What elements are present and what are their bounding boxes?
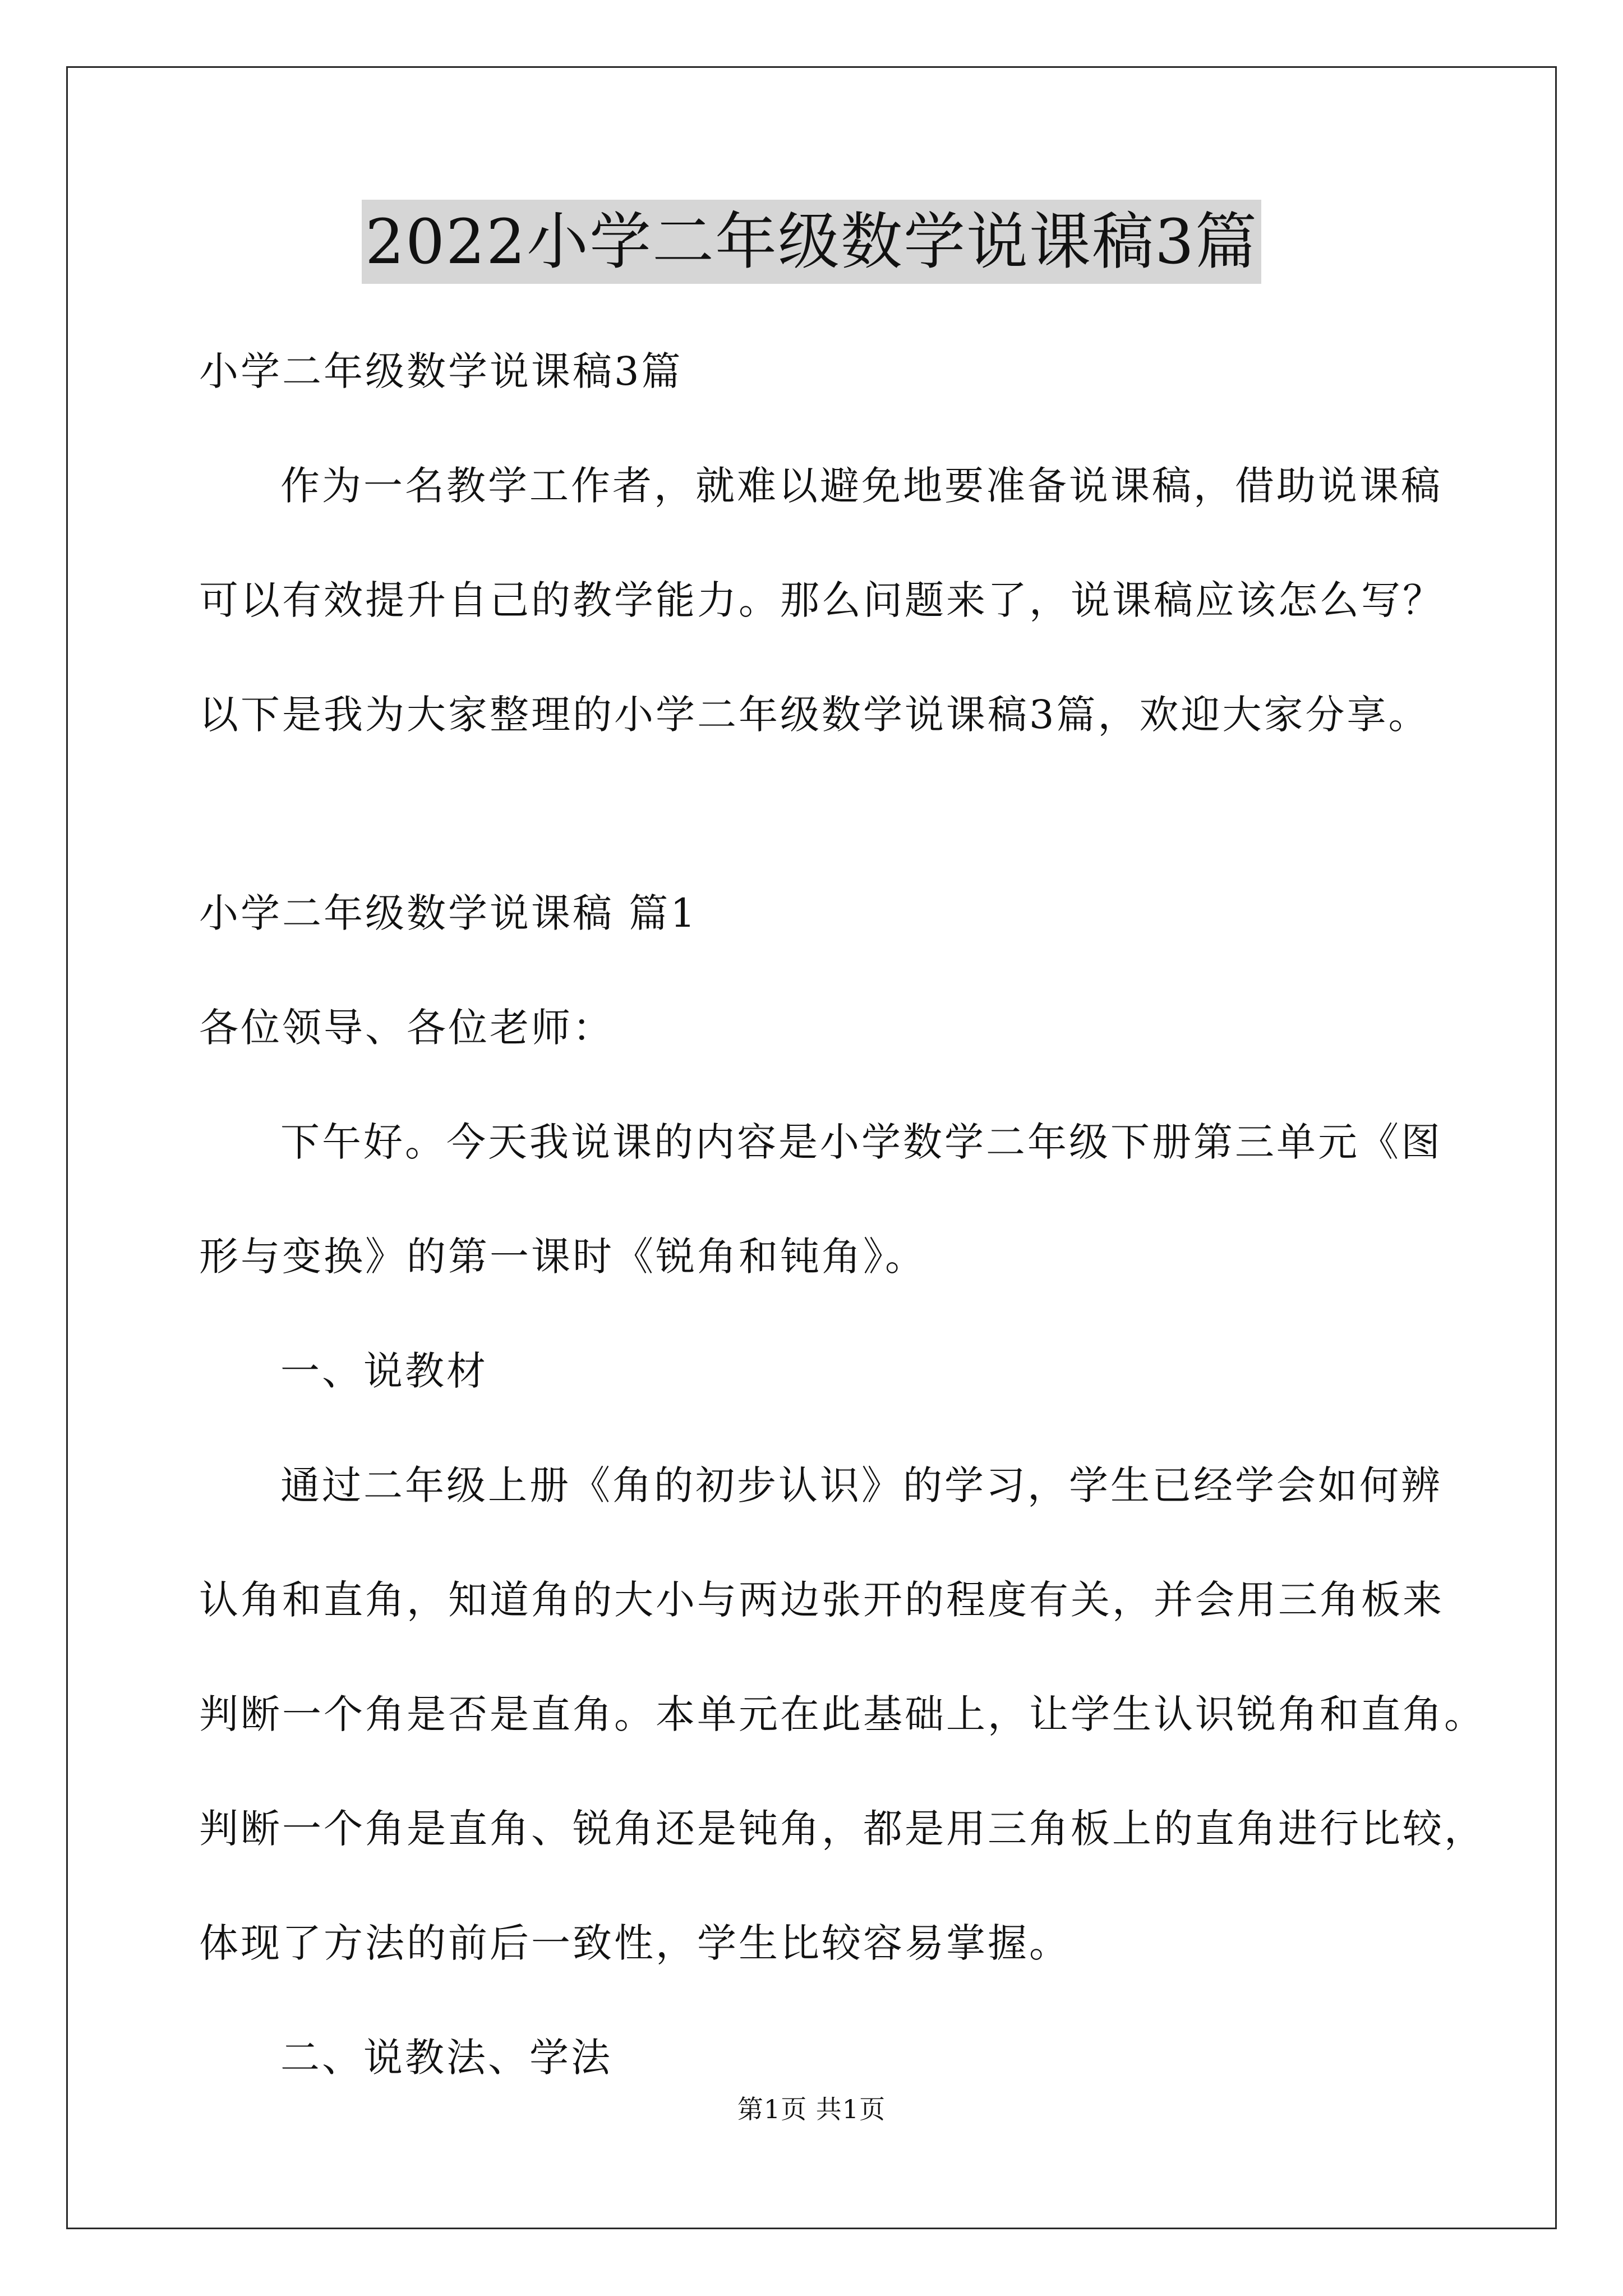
page-footer: 第1页 共1页	[737, 2094, 886, 2124]
paragraph-2-line-5: 体现了方法的前后一致性，学生比较容易掌握。	[199, 1920, 1071, 1966]
subheading-teaching-methods: 二、说教法、学法	[280, 2035, 612, 2081]
intro-line-2: 可以有效提升自己的教学能力。那么问题来了，说课稿应该怎么写？	[199, 577, 1444, 623]
paragraph-2-line-1: 通过二年级上册《角的初步认识》的学习，学生已经学会如何辨	[280, 1462, 1442, 1508]
paragraph-2-line-3: 判断一个角是否是直角。本单元在此基础上，让学生认识锐角和直角。	[199, 1691, 1486, 1737]
paragraph-1-line-2: 形与变换》的第一课时《锐角和钝角》。	[199, 1234, 926, 1280]
section-heading-1: 小学二年级数学说课稿 篇1	[199, 890, 698, 936]
intro-line-1: 作为一名教学工作者，就难以避免地要准备说课稿，借助说课稿	[280, 463, 1442, 509]
subtitle-line: 小学二年级数学说课稿3篇	[199, 348, 683, 394]
salutation-line: 各位领导、各位老师：	[199, 1005, 614, 1051]
intro-line-3: 以下是我为大家整理的小学二年级数学说课稿3篇，欢迎大家分享。	[199, 692, 1430, 738]
paragraph-1-line-1: 下午好。今天我说课的内容是小学数学二年级下册第三单元《图	[280, 1119, 1442, 1165]
document-title: 2022小学二年级数学说课稿3篇	[362, 200, 1261, 284]
title-block	[0, 200, 1623, 284]
paragraph-2-line-2: 认角和直角，知道角的大小与两边张开的程度有关，并会用三角板来	[199, 1577, 1444, 1623]
subheading-teaching-material: 一、说教材	[280, 1348, 488, 1394]
paragraph-2-line-4: 判断一个角是直角、锐角还是钝角，都是用三角板上的直角进行比较，	[199, 1806, 1486, 1852]
